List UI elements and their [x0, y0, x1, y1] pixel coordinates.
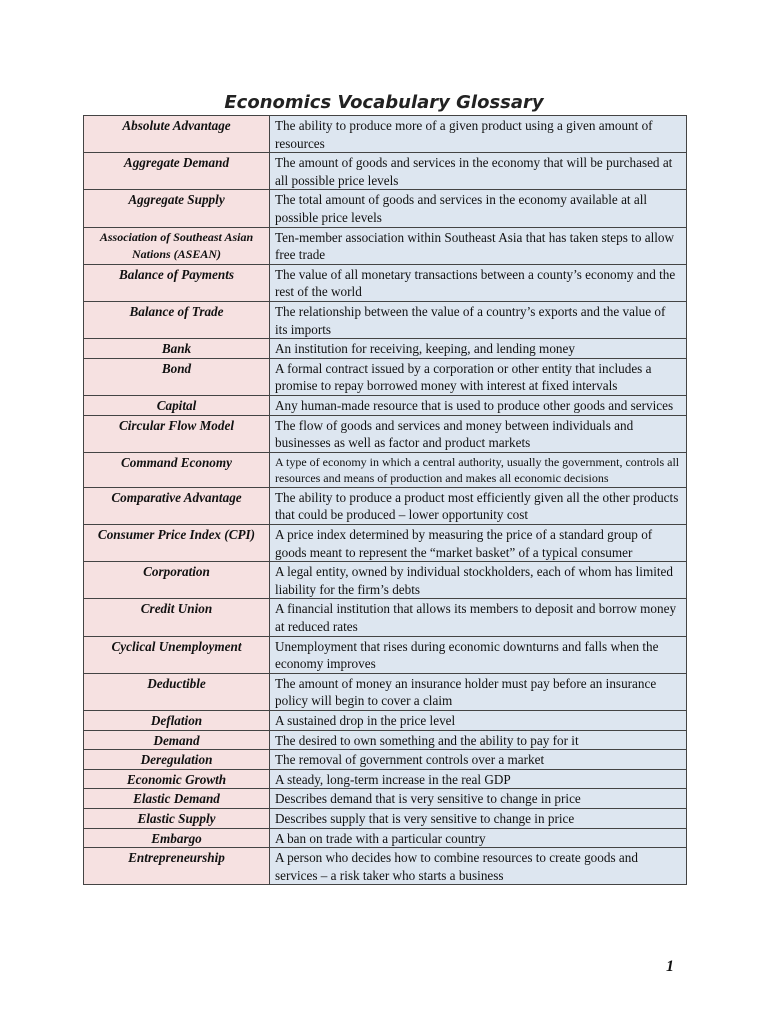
definition-cell: The removal of government controls over a market [270, 750, 687, 770]
page-title: Economics Vocabulary Glossary [224, 92, 544, 113]
definition-cell: Unemployment that rises during economic downturns and falls when the economy improves [270, 636, 687, 673]
table-row [84, 599, 687, 636]
term-cell: Elastic Demand [84, 789, 270, 809]
term-cell: Demand [84, 730, 270, 750]
table-row [84, 116, 687, 153]
term-cell: Embargo [84, 828, 270, 848]
term-cell: Absolute Advantage [84, 116, 270, 153]
table-row [84, 358, 687, 395]
definition-cell: A legal entity, owned by individual stockholders, each of whom has limited liability for the firm’s debts [270, 562, 687, 599]
term-cell: Aggregate Demand [84, 153, 270, 190]
term-cell: Comparative Advantage [84, 487, 270, 524]
term-cell: Deregulation [84, 750, 270, 770]
term-cell: Aggregate Supply [84, 190, 270, 227]
term-cell: Balance of Trade [84, 301, 270, 338]
definition-cell: A formal contract issued by a corporation or other entity that includes a promise to repay borrowed money with interest at fixed intervals [270, 358, 687, 395]
term-cell: Balance of Payments [84, 264, 270, 301]
table-row [84, 301, 687, 338]
definition-cell: The ability to produce more of a given product using a given amount of resources [270, 116, 687, 153]
definition-cell: A person who decides how to combine resources to create goods and services – a risk taker who starts a business [270, 848, 687, 885]
term-cell: Deflation [84, 711, 270, 731]
table-row [84, 636, 687, 673]
table-row [84, 730, 687, 750]
table-row [84, 789, 687, 809]
table-row [84, 750, 687, 770]
table-row [84, 264, 687, 301]
definition-cell: A ban on trade with a particular country [270, 828, 687, 848]
definition-cell: A steady, long-term increase in the real GDP [270, 769, 687, 789]
table-row [84, 828, 687, 848]
definition-cell: Ten-member association within Southeast Asia that has taken steps to allow free trade [270, 227, 687, 264]
definition-cell: The value of all monetary transactions between a county’s economy and the rest of the world [270, 264, 687, 301]
table-row [84, 227, 687, 264]
definition-cell: The total amount of goods and services in the economy available at all possible price levels [270, 190, 687, 227]
table-row [84, 452, 687, 487]
term-cell: Economic Growth [84, 769, 270, 789]
term-cell: Circular Flow Model [84, 415, 270, 452]
table-row [84, 525, 687, 562]
definition-cell: Describes demand that is very sensitive to change in price [270, 789, 687, 809]
term-cell: Corporation [84, 562, 270, 599]
term-cell: Elastic Supply [84, 808, 270, 828]
table-row [84, 190, 687, 227]
definition-cell: The relationship between the value of a country’s exports and the value of its imports [270, 301, 687, 338]
table-row [84, 487, 687, 524]
definition-cell: The ability to produce a product most efficiently given all the other products that could be produced – lower opportunity cost [270, 487, 687, 524]
table-row [84, 673, 687, 710]
table-row [84, 562, 687, 599]
term-cell: Entrepreneurship [84, 848, 270, 885]
term-cell: Bank [84, 339, 270, 359]
definition-cell: A sustained drop in the price level [270, 711, 687, 731]
definition-cell: The amount of goods and services in the economy that will be purchased at all possible price levels [270, 153, 687, 190]
definition-cell: A financial institution that allows its members to deposit and borrow money at reduced rates [270, 599, 687, 636]
table-row [84, 415, 687, 452]
table-row [84, 339, 687, 359]
glossary-table [83, 115, 687, 885]
definition-cell: The flow of goods and services and money between individuals and businesses as well as factor and product markets [270, 415, 687, 452]
term-cell: Cyclical Unemployment [84, 636, 270, 673]
definition-cell: A type of economy in which a central authority, usually the government, controls all resources and means of production and makes all economic decisions [270, 452, 687, 487]
table-row [84, 711, 687, 731]
table-row [84, 848, 687, 885]
term-cell: Consumer Price Index (CPI) [84, 525, 270, 562]
definition-cell: A price index determined by measuring the price of a standard group of goods meant to represent the “market basket” of a typical consumer [270, 525, 687, 562]
definition-cell: Any human-made resource that is used to produce other goods and services [270, 395, 687, 415]
table-row [84, 769, 687, 789]
page-number: 1 [666, 958, 674, 975]
table-row [84, 395, 687, 415]
term-cell: Capital [84, 395, 270, 415]
term-cell: Credit Union [84, 599, 270, 636]
definition-cell: The amount of money an insurance holder must pay before an insurance policy will begin to cover a claim [270, 673, 687, 710]
term-cell: Command Economy [84, 452, 270, 487]
definition-cell: Describes supply that is very sensitive to change in price [270, 808, 687, 828]
definition-cell: An institution for receiving, keeping, and lending money [270, 339, 687, 359]
table-row [84, 808, 687, 828]
term-cell: Deductible [84, 673, 270, 710]
table-row [84, 153, 687, 190]
term-cell: Bond [84, 358, 270, 395]
definition-cell: The desired to own something and the ability to pay for it [270, 730, 687, 750]
term-cell: Association of Southeast Asian Nations (ASEAN) [84, 227, 270, 264]
